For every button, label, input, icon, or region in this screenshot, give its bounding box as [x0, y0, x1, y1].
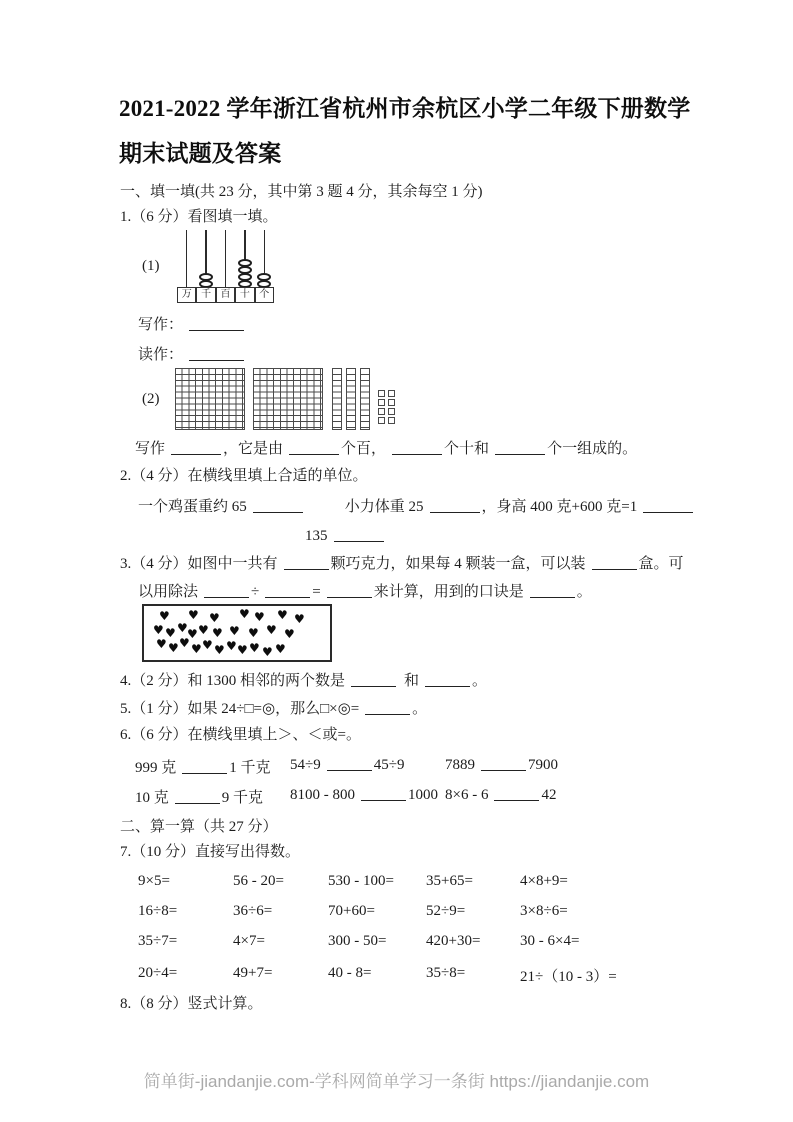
- abacus-column-label: 百: [216, 287, 235, 303]
- q7-expression: 4×8+9=: [520, 873, 568, 889]
- blank-line: [189, 316, 244, 331]
- q1-part2-text: 个十和: [444, 441, 490, 457]
- one-square: [378, 408, 385, 415]
- blank-line: [327, 583, 372, 598]
- abacus-rod: [225, 230, 227, 288]
- q1-read-line: [138, 346, 246, 364]
- hundred-grid: [175, 368, 245, 430]
- heart-icon: ♥: [159, 609, 170, 623]
- q7-expression: 530 - 100=: [328, 873, 394, 889]
- q1-part2-text: 写作: [135, 441, 166, 457]
- abacus-bead: [238, 266, 252, 274]
- blank-line: [189, 346, 244, 361]
- q1-write-label: 写作：: [138, 317, 184, 333]
- q2-text: 135: [305, 528, 328, 544]
- q3-line2: [138, 583, 592, 601]
- q6-item: 999 克 1 千克: [135, 760, 271, 776]
- heart-icon: ♥: [153, 623, 164, 637]
- heart-icon: ♥: [284, 627, 295, 641]
- q1-part2-text: ，它是由: [223, 441, 284, 457]
- footer-text: 简单街-jiandanjie.com-学科网简单学习一条街 https://jiandanjie.com: [143, 1072, 650, 1091]
- q3-text: 3.（4 分）如图中一共有: [120, 556, 278, 572]
- q6-label: 6.（6 分）在横线里填上＞、＜或=。: [120, 727, 361, 743]
- abacus-rod: [186, 230, 188, 288]
- blank-line: [430, 498, 480, 513]
- one-square: [378, 399, 385, 406]
- q2-label: 2.（4 分）在横线里填上合适的单位。: [120, 468, 368, 484]
- q1-write-line: [138, 316, 246, 334]
- blank-line: [361, 786, 406, 801]
- q7-expression: 35+65=: [426, 873, 473, 889]
- blank-line: [365, 700, 410, 715]
- hearts-box: [142, 604, 332, 662]
- one-square: [388, 417, 395, 424]
- blocks-tens: [332, 368, 370, 430]
- q5-text: 5.（1 分）如果 24÷□=◎，那么□×◎=: [120, 701, 360, 717]
- q1-read-label: 读作：: [138, 347, 184, 363]
- heart-icon: ♥: [249, 641, 260, 655]
- q1-part2-num: (2): [142, 391, 160, 407]
- q3-text: 盒。可: [638, 556, 684, 572]
- heart-icon: ♥: [226, 639, 237, 653]
- q5-text: 。: [412, 701, 428, 717]
- blocks-hundreds: [175, 368, 323, 430]
- one-square: [388, 399, 395, 406]
- heart-icon: ♥: [177, 621, 188, 635]
- q7-expression: 20÷4=: [138, 965, 178, 981]
- q7-row: [138, 903, 708, 923]
- section-one-heading: 一、填一填(共 23 分，其中第 3 题 4 分，其余每空 1 分): [120, 184, 483, 200]
- abacus-bead: [199, 273, 213, 281]
- q3-text: =: [312, 584, 321, 600]
- one-square: [378, 390, 385, 397]
- q7-label: 7.（10 分）直接写出得数。: [120, 844, 301, 860]
- q7-expression: 30 - 6×4=: [520, 933, 580, 949]
- q2-text: 一个鸡蛋重约 65: [138, 499, 247, 515]
- q2-text: ，身高 400 克+600 克=1: [481, 499, 638, 515]
- q1-part1-num: (1): [142, 258, 160, 274]
- q7-expression: 9×5=: [138, 873, 170, 889]
- heart-icon: ♥: [248, 626, 259, 640]
- hundred-grid: [253, 368, 323, 430]
- q7-expression: 16÷8=: [138, 903, 178, 919]
- q7-expression: 3×8÷6=: [520, 903, 568, 919]
- q7-row: [138, 933, 708, 953]
- heart-icon: ♥: [179, 636, 190, 650]
- blank-line: [171, 440, 221, 455]
- abacus-bead: [238, 259, 252, 267]
- blank-line: [253, 498, 303, 513]
- q4-line: [120, 672, 487, 690]
- abacus-bead: [238, 273, 252, 281]
- heart-icon: ♥: [212, 626, 223, 640]
- q6-row: [135, 756, 695, 776]
- q7-row: [138, 965, 708, 985]
- q3-text: 以用除法: [138, 584, 199, 600]
- heart-icon: ♥: [254, 610, 265, 624]
- heart-icon: ♥: [187, 627, 198, 641]
- heart-icon: ♥: [239, 607, 250, 621]
- q7-expression: 300 - 50=: [328, 933, 387, 949]
- abacus-column-label: 万: [177, 287, 196, 303]
- abacus-column-label: 千: [196, 287, 215, 303]
- heart-icon: ♥: [266, 623, 277, 637]
- abacus-column-label: 十: [235, 287, 254, 303]
- heart-icon: ♥: [156, 637, 167, 651]
- q7-expression: 56 - 20=: [233, 873, 284, 889]
- q3-line1: [120, 555, 684, 573]
- heart-icon: ♥: [198, 623, 209, 637]
- blank-line: [351, 672, 396, 687]
- heart-icon: ♥: [202, 638, 213, 652]
- heart-icon: ♥: [277, 608, 288, 622]
- q2-line2: [305, 527, 386, 545]
- q7-expression: 52÷9=: [426, 903, 466, 919]
- section-two-heading: 二、算一算（共 27 分）: [120, 819, 278, 835]
- base-ten-blocks: [175, 368, 395, 430]
- blank-line: [481, 756, 526, 771]
- q1-part2-text: 个一组成的。: [547, 441, 638, 457]
- q1-label: 1.（6 分）看图填一填。: [120, 209, 278, 225]
- q7-expression: 420+30=: [426, 933, 481, 949]
- heart-icon: ♥: [191, 642, 202, 656]
- heart-icon: ♥: [168, 641, 179, 655]
- blank-line: [265, 583, 310, 598]
- blank-line: [204, 583, 249, 598]
- heart-icon: ♥: [214, 643, 225, 657]
- blank-line: [530, 583, 575, 598]
- q2-text: 小力体重 25: [344, 499, 424, 515]
- heart-icon: ♥: [165, 626, 176, 640]
- q7-expression: 35÷7=: [138, 933, 178, 949]
- q8-label: 8.（8 分）竖式计算。: [120, 996, 263, 1012]
- heart-icon: ♥: [294, 612, 305, 626]
- ten-strip: [346, 368, 356, 430]
- q1-part2-line: [135, 440, 637, 458]
- blank-line: [495, 440, 545, 455]
- q3-text: 来计算，用到的口诀是: [373, 584, 524, 600]
- heart-icon: ♥: [262, 645, 273, 659]
- heart-icon: ♥: [237, 643, 248, 657]
- blank-line: [643, 498, 693, 513]
- heart-icon: ♥: [229, 624, 240, 638]
- one-square: [388, 408, 395, 415]
- abacus-column-label: 个: [255, 287, 274, 303]
- q7-expression: 35÷8=: [426, 965, 466, 981]
- ten-strip: [332, 368, 342, 430]
- ten-strip: [360, 368, 370, 430]
- q6-item: 54÷9 45÷9: [290, 757, 405, 773]
- q6-item: 8×6 - 6 42: [445, 787, 557, 803]
- q7-expression: 21÷（10 - 3）=: [520, 969, 617, 985]
- q7-expression: 4×7=: [233, 933, 265, 949]
- blank-line: [425, 672, 470, 687]
- blocks-ones: [378, 390, 395, 424]
- heart-icon: ♥: [209, 611, 220, 625]
- abacus-bead: [257, 273, 271, 281]
- blank-line: [289, 440, 339, 455]
- heart-icon: ♥: [275, 642, 286, 656]
- heart-icon: ♥: [188, 608, 199, 622]
- blank-line: [175, 789, 220, 804]
- q4-text: 和: [404, 673, 420, 689]
- q3-text: 颗巧克力，如果每 4 颗装一盒，可以装: [330, 556, 586, 572]
- q7-expression: 49+7=: [233, 965, 273, 981]
- page-title: 2021-2022 学年浙江省杭州市余杭区小学二年级下册数学期末试题及答案: [119, 96, 691, 166]
- blank-line: [592, 555, 637, 570]
- q7-expression: 70+60=: [328, 903, 375, 919]
- q2-line1: [138, 498, 695, 516]
- q6-row: [135, 786, 695, 806]
- q4-text: 。: [472, 673, 488, 689]
- q6-item: 10 克 9 千克: [135, 790, 264, 806]
- q3-text: ÷: [251, 584, 260, 600]
- q7-expression: 40 - 8=: [328, 965, 372, 981]
- q6-item: 7889 7900: [445, 757, 558, 773]
- one-square: [378, 417, 385, 424]
- blank-line: [182, 759, 227, 774]
- q7-expression: 36÷6=: [233, 903, 273, 919]
- blank-line: [392, 440, 442, 455]
- one-square: [388, 390, 395, 397]
- q6-item: 8100 - 800 1000: [290, 787, 438, 803]
- q3-text: 。: [576, 584, 592, 600]
- q4-text: 4.（2 分）和 1300 相邻的两个数是: [120, 673, 346, 689]
- blank-line: [327, 756, 372, 771]
- abacus: [177, 230, 274, 304]
- blank-line: [284, 555, 329, 570]
- q7-row: [138, 873, 708, 893]
- blank-line: [334, 527, 384, 542]
- blank-line: [494, 786, 539, 801]
- q5-line: [120, 700, 427, 718]
- q1-part2-text: 个百，: [341, 441, 387, 457]
